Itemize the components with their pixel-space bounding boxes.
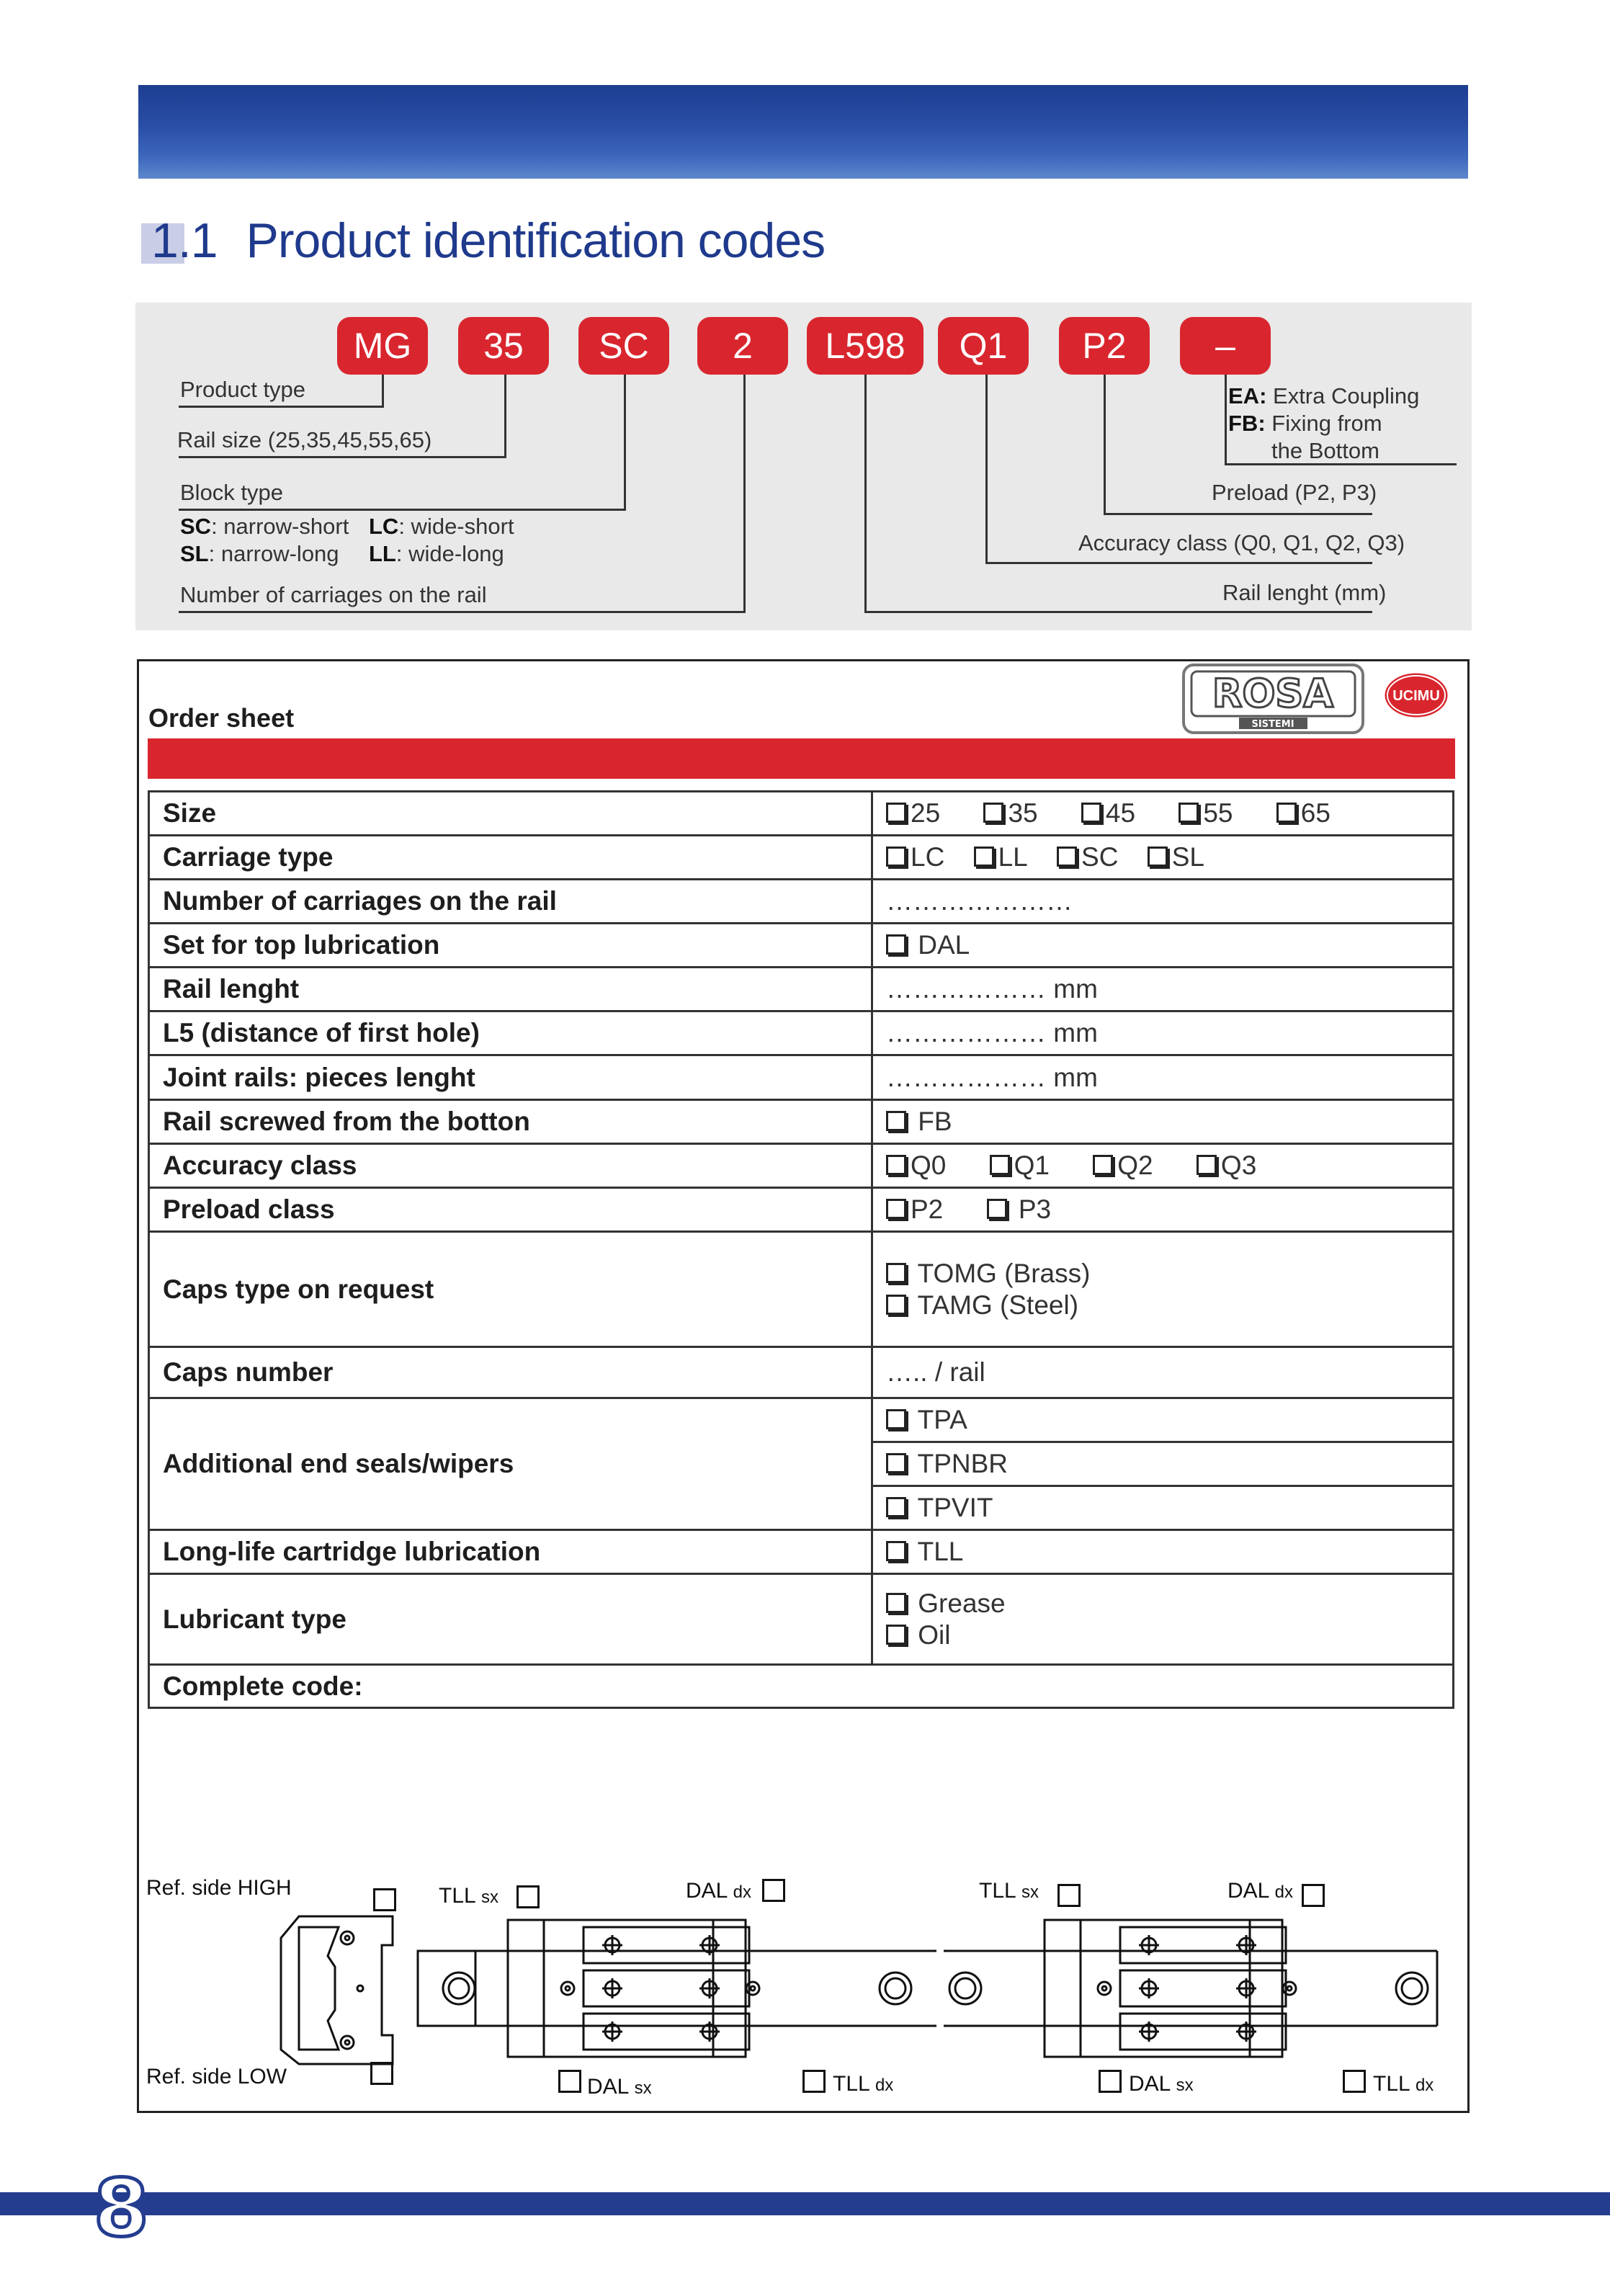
label-fb-line2: the Bottom xyxy=(1271,438,1379,463)
section-title: Product identification codes xyxy=(246,213,826,268)
table-row xyxy=(149,1398,1454,1442)
label-carriages: Number of carriages on the rail xyxy=(180,582,487,607)
label-rail-length: Rail lenght (mm) xyxy=(1222,580,1387,605)
connector xyxy=(179,509,626,511)
checkbox-icon[interactable] xyxy=(886,1453,906,1473)
checkbox-icon[interactable] xyxy=(886,1199,906,1219)
l5-field[interactable]: ……………… mm xyxy=(872,1011,1454,1055)
checkbox-icon[interactable] xyxy=(886,847,906,867)
code-pill-block: SC xyxy=(578,317,669,375)
checkbox-icon[interactable] xyxy=(886,1409,906,1429)
row-label: Lubricant type xyxy=(149,1574,872,1665)
checkbox-icon[interactable] xyxy=(886,1263,906,1283)
code-pill-product: MG xyxy=(337,317,428,375)
carriage-block-2 xyxy=(1045,1920,1296,2057)
checkbox-icon[interactable] xyxy=(886,1541,906,1561)
connector xyxy=(179,611,746,613)
code-pill-length: L598 xyxy=(807,317,923,375)
row-label: L5 (distance of first hole) xyxy=(149,1011,872,1055)
label-block-type: Block type xyxy=(180,480,284,505)
ref-side-high-label: Ref. side HIGH xyxy=(146,1876,292,1900)
table-row xyxy=(149,968,1454,1011)
checkbox-option[interactable]: SL xyxy=(1148,842,1204,872)
checkbox-option[interactable]: TPNBR xyxy=(872,1442,1454,1486)
label-preload: Preload (P2, P3) xyxy=(1212,480,1377,505)
row-label: Rail lenght xyxy=(149,968,872,1011)
connector xyxy=(504,375,506,457)
checkbox-option[interactable]: TAMG (Steel) xyxy=(886,1290,1439,1321)
preload-options xyxy=(872,1188,1454,1232)
complete-code-field[interactable]: Complete code: xyxy=(149,1665,1454,1708)
dal-dx-label-1: DAL dx xyxy=(686,1879,751,1903)
row-label: Preload class xyxy=(149,1188,872,1232)
label-ll: LL: wide-long xyxy=(369,541,504,566)
dal-sx-label-2: DAL sx xyxy=(1129,2072,1194,2096)
section-heading xyxy=(151,213,825,269)
connector xyxy=(985,562,1372,564)
checkbox-icon[interactable] xyxy=(886,934,906,955)
checkbox-icon[interactable] xyxy=(983,803,1003,823)
table-row xyxy=(149,1188,1454,1232)
section-number: 1.1 xyxy=(151,213,218,268)
table-row xyxy=(149,1100,1454,1144)
label-product-type: Product type xyxy=(180,377,306,402)
tll-sx-label-1: TLL sx xyxy=(439,1884,498,1908)
svg-text:UCIMU: UCIMU xyxy=(1392,688,1440,704)
checkbox-icon[interactable] xyxy=(987,1199,1007,1219)
checkbox-icon[interactable] xyxy=(886,803,906,823)
checkbox-icon[interactable] xyxy=(974,847,994,867)
row-label: Size xyxy=(149,792,872,836)
svg-text:ROSA: ROSA xyxy=(1212,671,1334,716)
checkbox-option[interactable]: TPA xyxy=(872,1398,1454,1442)
code-pill-size: 35 xyxy=(458,317,549,375)
checkbox-option[interactable]: TOMG (Brass) xyxy=(886,1258,1439,1290)
checkbox-option[interactable]: Q3 xyxy=(1197,1151,1256,1181)
checkbox-icon[interactable] xyxy=(1081,803,1101,823)
table-row xyxy=(149,836,1454,880)
dal-dx-checkbox-1[interactable] xyxy=(762,1879,785,1902)
label-ea: EA: Extra Coupling xyxy=(1228,383,1420,408)
checkbox-icon[interactable] xyxy=(1276,803,1297,823)
checkbox-option[interactable]: 55 xyxy=(1179,798,1233,828)
connector xyxy=(1104,513,1372,515)
joint-field[interactable]: ……………… mm xyxy=(872,1055,1454,1100)
checkbox-option[interactable]: 65 xyxy=(1276,798,1331,828)
rail-length-field[interactable]: ……………… mm xyxy=(872,968,1454,1011)
table-row xyxy=(149,1347,1454,1398)
table-row xyxy=(149,1574,1454,1665)
table-row xyxy=(149,1144,1454,1188)
table-row xyxy=(149,1530,1454,1574)
row-label: Caps type on request xyxy=(149,1232,872,1347)
checkbox-icon[interactable] xyxy=(886,1625,906,1645)
connector xyxy=(1225,375,1227,465)
checkbox-icon[interactable] xyxy=(1093,1155,1113,1175)
table-row xyxy=(149,880,1454,924)
order-sheet-red-bar xyxy=(148,738,1455,779)
lubrication-option[interactable]: DAL xyxy=(872,924,1454,968)
checkbox-icon[interactable] xyxy=(1179,803,1199,823)
label-lc: LC: wide-short xyxy=(369,514,514,539)
checkbox-option[interactable]: Oil xyxy=(886,1620,1439,1651)
checkbox-icon[interactable] xyxy=(1148,847,1168,867)
code-pill-carriages: 2 xyxy=(697,317,788,375)
checkbox-option[interactable]: P2 xyxy=(886,1194,943,1225)
checkbox-icon[interactable] xyxy=(886,1155,906,1175)
checkbox-icon[interactable] xyxy=(886,1497,906,1517)
footer-bar xyxy=(0,2192,1610,2215)
label-sc: SC: narrow-short xyxy=(180,514,349,539)
code-pill-accuracy: Q1 xyxy=(938,317,1029,375)
row-label: Additional end seals/wipers xyxy=(149,1398,872,1530)
checkbox-icon[interactable] xyxy=(1197,1155,1217,1175)
connector xyxy=(179,456,506,458)
rail-profile-icon xyxy=(281,1916,393,2064)
checkbox-option[interactable]: LC xyxy=(886,842,944,872)
checkbox-icon[interactable] xyxy=(886,1593,906,1613)
row-label: Number of carriages on the rail xyxy=(149,880,872,924)
screwed-option[interactable]: FB xyxy=(872,1100,1454,1144)
connector xyxy=(864,611,1372,613)
lubricant-options xyxy=(872,1574,1454,1665)
row-label: Accuracy class xyxy=(149,1144,872,1188)
ref-side-low-label: Ref. side LOW xyxy=(146,2065,287,2089)
checkbox-option[interactable]: LL xyxy=(974,842,1028,872)
checkbox-option[interactable]: Q1 xyxy=(990,1151,1050,1181)
row-label: Carriage type xyxy=(149,836,872,880)
page-number: 8 xyxy=(94,2162,149,2254)
row-label: Set for top lubrication xyxy=(149,924,872,968)
connector xyxy=(179,406,384,408)
tll-dx-label-2: TLL dx xyxy=(1373,2072,1434,2096)
row-label: Caps number xyxy=(149,1347,872,1398)
checkbox-option[interactable]: TPVIT xyxy=(872,1486,1454,1530)
label-sl: SL: narrow-long xyxy=(180,541,339,566)
checkbox-icon[interactable] xyxy=(886,1295,906,1315)
row-label: Long-life cartridge lubrication xyxy=(149,1530,872,1574)
connector xyxy=(382,375,384,407)
connector xyxy=(743,375,746,612)
checkbox-option[interactable]: Q0 xyxy=(886,1151,946,1181)
table-row xyxy=(149,1665,1454,1708)
caps-options xyxy=(872,1232,1454,1347)
label-accuracy: Accuracy class (Q0, Q1, Q2, Q3) xyxy=(1078,530,1405,555)
order-sheet-title: Order sheet xyxy=(148,703,295,733)
caps-number-field[interactable]: ….. / rail xyxy=(872,1347,1454,1398)
table-row xyxy=(149,1055,1454,1100)
dal-dx-label-2: DAL dx xyxy=(1227,1879,1293,1903)
ucimu-logo xyxy=(1382,670,1451,720)
accuracy-options xyxy=(872,1144,1454,1188)
checkbox-icon[interactable] xyxy=(886,1111,906,1131)
table-row xyxy=(149,1232,1454,1347)
checkbox-option[interactable]: 25 xyxy=(886,798,940,828)
label-fb: FB: Fixing from xyxy=(1228,411,1382,436)
connector xyxy=(864,375,867,612)
row-label: Rail screwed from the botton xyxy=(149,1100,872,1144)
code-pill-extra: – xyxy=(1180,317,1271,375)
rail-assembly-drawing xyxy=(267,1902,1462,2075)
table-row xyxy=(149,1011,1454,1055)
row-label: Joint rails: pieces lenght xyxy=(149,1055,872,1100)
checkbox-option[interactable]: 35 xyxy=(983,798,1037,828)
order-table xyxy=(148,790,1454,1709)
checkbox-option[interactable]: P3 xyxy=(987,1194,1052,1225)
carriage-block-1 xyxy=(508,1920,759,2057)
longlife-option[interactable]: TLL xyxy=(872,1530,1454,1574)
header-banner xyxy=(138,85,1468,179)
connector xyxy=(985,375,988,564)
dal-sx-label-1: DAL sx xyxy=(587,2075,652,2099)
checkbox-icon[interactable] xyxy=(990,1155,1010,1175)
size-options xyxy=(872,792,1454,836)
checkbox-icon[interactable] xyxy=(1057,847,1077,867)
tll-sx-label-2: TLL sx xyxy=(979,1879,1039,1903)
checkbox-option[interactable]: SC xyxy=(1057,842,1118,872)
carriages-number-field[interactable]: ………………… xyxy=(872,880,1454,924)
table-row xyxy=(149,924,1454,968)
carriage-options xyxy=(872,836,1454,880)
connector xyxy=(624,375,626,510)
checkbox-option[interactable]: 45 xyxy=(1081,798,1135,828)
rosa-logo xyxy=(1181,663,1365,735)
label-rail-size: Rail size (25,35,45,55,65) xyxy=(177,427,432,452)
tll-dx-label-1: TLL dx xyxy=(833,2072,894,2096)
code-pill-preload: P2 xyxy=(1059,317,1150,375)
table-row xyxy=(149,792,1454,836)
svg-text:SISTEMI: SISTEMI xyxy=(1251,719,1294,730)
checkbox-option[interactable]: Grease xyxy=(886,1588,1439,1620)
connector xyxy=(1104,375,1106,515)
checkbox-option[interactable]: Q2 xyxy=(1093,1151,1153,1181)
